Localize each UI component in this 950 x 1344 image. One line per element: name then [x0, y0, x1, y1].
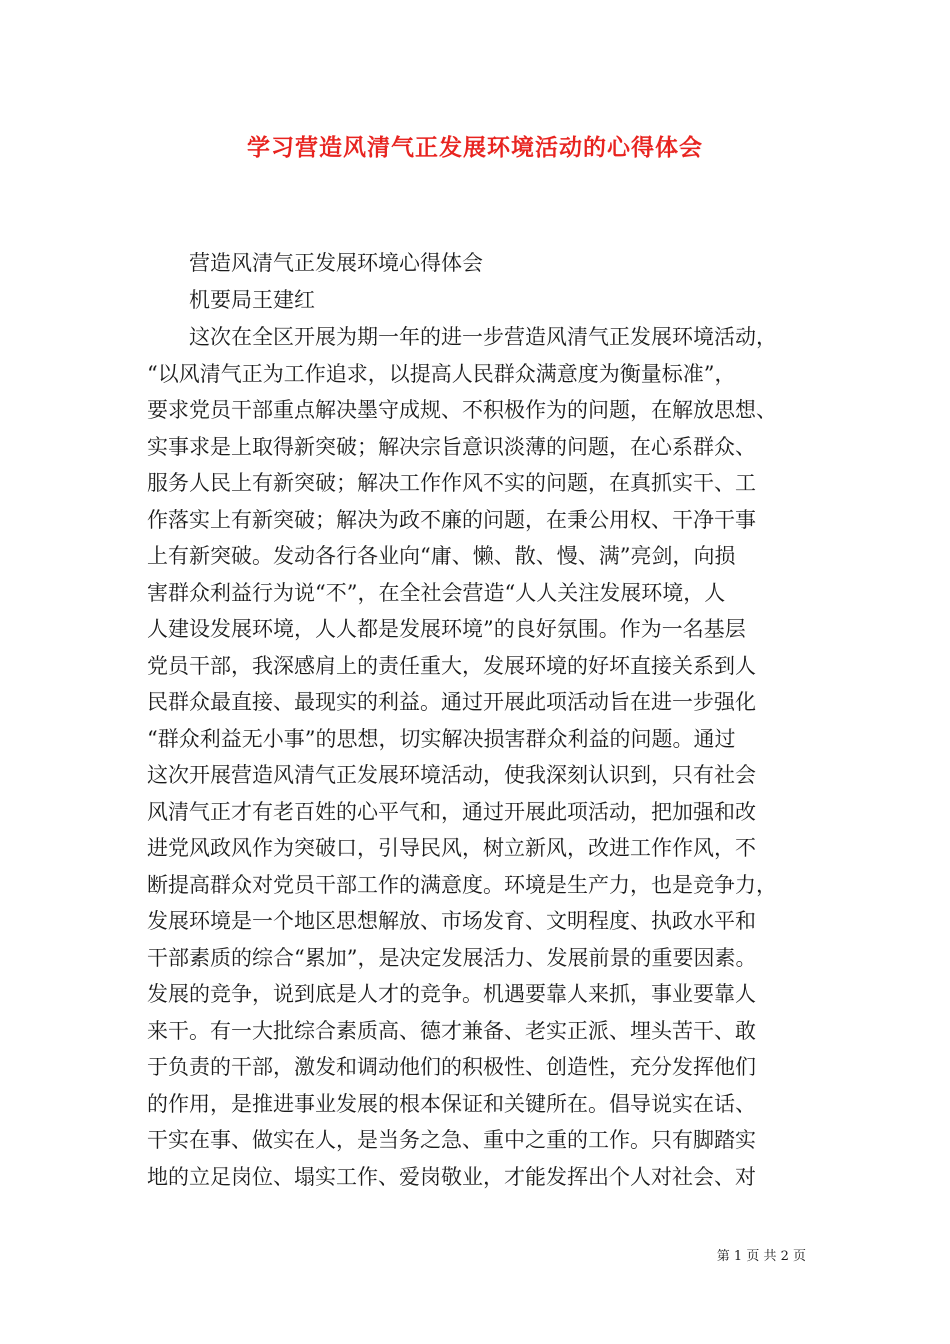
body-line: 上有新突破。发动各行各业向“庸、懒、散、慢、满”亮剑，向损	[147, 544, 736, 568]
body-line: 发展的竞争，说到底是人才的竞争。机遇要靠人来抓，事业要靠人	[147, 982, 756, 1006]
body-line: 的作用，是推进事业发展的根本保证和关键所在。倡导说实在话、	[147, 1091, 756, 1116]
body-line: 于负责的干部，激发和调动他们的积极性、创造性，充分发挥他们	[147, 1055, 756, 1079]
body-line: 要求党员干部重点解决墨守成规、不积极作为的问题，在解放思想、	[147, 398, 777, 422]
body-line: 党员干部，我深感肩上的责任重大，发展环境的好坏直接关系到人	[147, 653, 756, 678]
body-line: 地的立足岗位、塌实工作、爱岗敬业，才能发挥出个人对社会、对	[147, 1164, 756, 1189]
body-line: 发展环境是一个地区思想解放、市场发育、文明程度、执政水平和	[147, 909, 756, 933]
body-line: 干实在事、做实在人，是当务之急、重中之重的工作。只有脚踏实	[147, 1128, 756, 1152]
document-title: 学习营造风清气正发展环境活动的心得体会	[247, 134, 703, 161]
body-line: 害群众利益行为说“不”，在全社会营造“人人关注发展环境，人	[147, 580, 726, 605]
body-line: 实事求是上取得新突破；解决宗旨意识淡薄的问题，在心系群众、	[147, 434, 756, 459]
author-line: 机要局王建红	[189, 288, 315, 312]
body-line: 作落实上有新突破；解决为政不廉的问题，在秉公用权、干净干事	[147, 507, 756, 532]
page-number: 第 1 页 共 2 页	[716, 1249, 806, 1264]
body-line: 干部素质的综合“累加”，是决定发展活力、发展前景的重要因素。	[147, 945, 757, 970]
body-line: 民群众最直接、最现实的利益。通过开展此项活动旨在进一步强化	[147, 690, 756, 714]
body-line: 人建设发展环境，人人都是发展环境”的良好氛围。作为一名基层	[147, 617, 746, 641]
body-line: 进党风政风作为突破口，引导民风，树立新风，改进工作作风，不	[147, 836, 756, 860]
body-line: 这次开展营造风清气正发展环境活动，使我深刻认识到，只有社会	[147, 763, 756, 787]
body-line: 断提高群众对党员干部工作的满意度。环境是生产力，也是竞争力，	[147, 872, 777, 897]
document-subtitle: 营造风清气正发展环境心得体会	[189, 251, 483, 275]
body-line: “以风清气正为工作追求，以提高人民群众满意度为衡量标准”，	[147, 361, 736, 386]
body-line: “群众利益无小事”的思想，切实解决损害群众利益的问题。通过	[147, 726, 736, 751]
body-line: 这次在全区开展为期一年的进一步营造风清气正发展环境活动，	[147, 325, 777, 349]
body-line: 风清气正才有老百姓的心平气和，通过开展此项活动，把加强和改	[147, 799, 756, 824]
body-line: 来干。有一大批综合素质高、德才兼备、老实正派、埋头苦干、敢	[147, 1018, 756, 1043]
body-line: 服务人民上有新突破；解决工作作风不实的问题，在真抓实干、工	[147, 471, 756, 495]
